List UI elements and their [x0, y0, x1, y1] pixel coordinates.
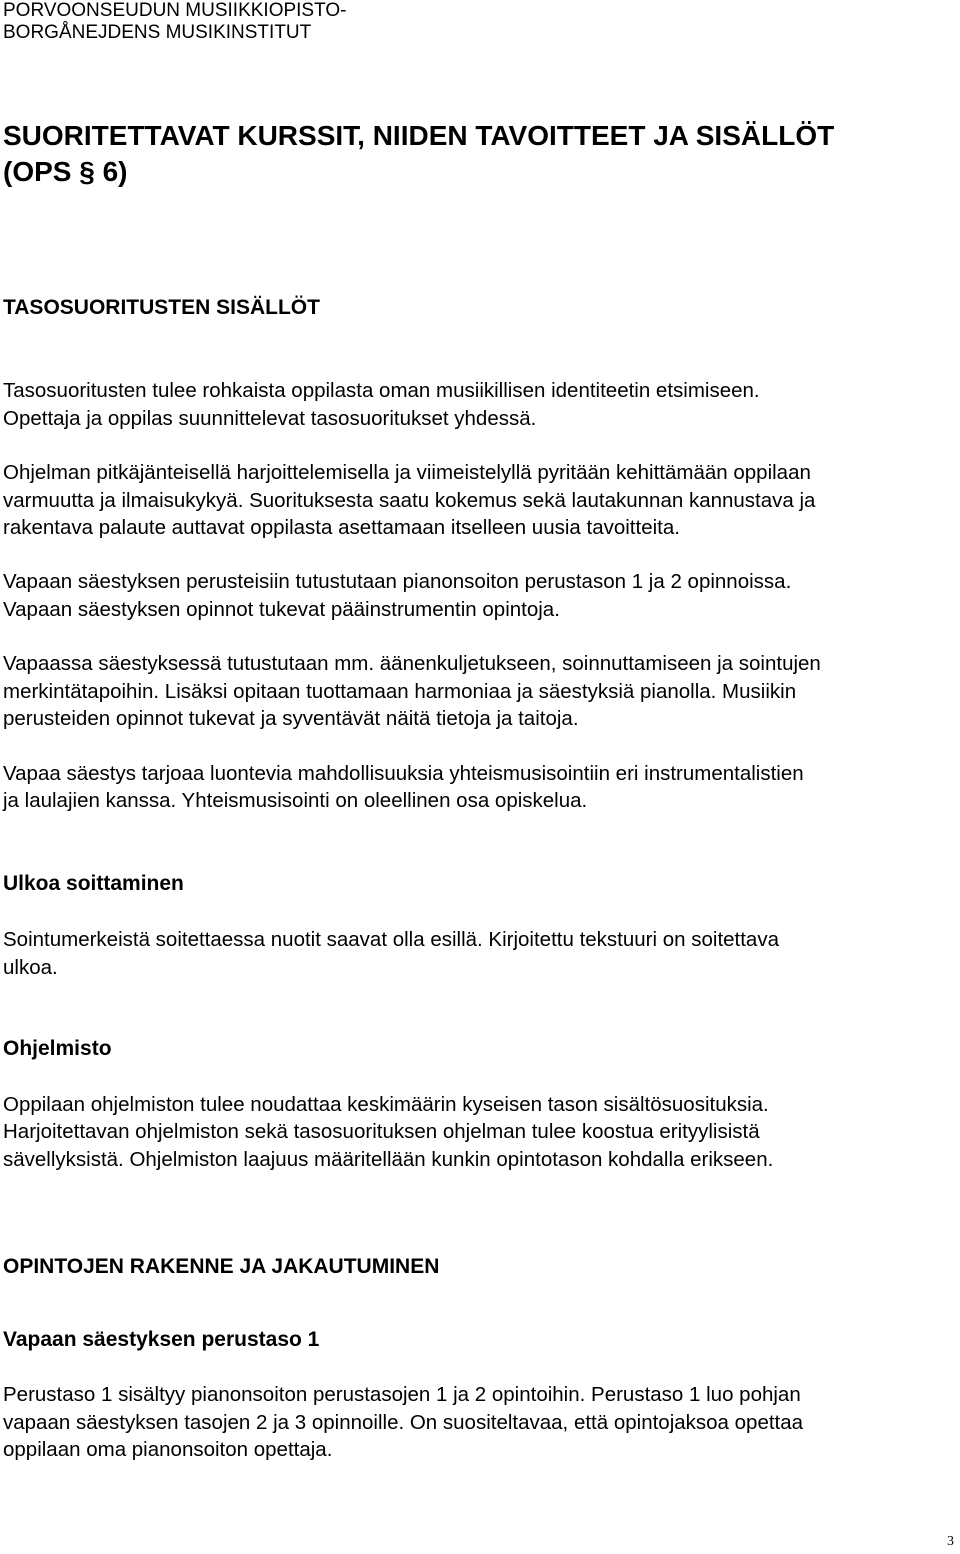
section-heading-tasosuoritusten: TASOSUORITUSTEN SISÄLLÖT [3, 296, 320, 319]
paragraph-line: vapaan säestyksen tasojen 2 ja 3 opinnoille. On suositeltavaa, että opintojaksoa opettaa [3, 1411, 804, 1434]
paragraph-line: ulkoa. [3, 956, 58, 979]
paragraph-line: merkintätapoihin. Lisäksi opitaan tuottamaan harmoniaa ja säestyksiä pianolla. Musiikin [3, 680, 797, 703]
document-title-line-1: SUORITETTAVAT KURSSIT, NIIDEN TAVOITTEET JA SISÄLLÖT [3, 120, 835, 151]
paragraph-line: Harjoitettavan ohjelmiston sekä tasosuorituksen ohjelman tulee koostua erityylisistä [3, 1120, 760, 1143]
paragraph-line: Perustaso 1 sisältyy pianonsoiton perustasojen 1 ja 2 opintoihin. Perustaso 1 luo pohjan [3, 1383, 801, 1406]
paragraph-line: Vapaan säestyksen opinnot tukevat pääinstrumentin opintoja. [3, 598, 560, 621]
section-heading-opintojen-rakenne: OPINTOJEN RAKENNE JA JAKAUTUMINEN [3, 1255, 440, 1278]
subsection-heading-perustaso-1: Vapaan säestyksen perustaso 1 [3, 1328, 320, 1351]
document-title-line-2: (OPS § 6) [3, 156, 128, 187]
paragraph-line: Ohjelman pitkäjänteisellä harjoittelemisella ja viimeistelyllä pyritään kehittämään oppilaan [3, 461, 811, 484]
institution-name-line-1: PORVOONSEUDUN MUSIIKKIOPISTO- [3, 0, 347, 21]
institution-name-line-2: BORGÅNEJDENS MUSIKINSTITUT [3, 22, 312, 43]
subsection-heading-ulkoa-soittaminen: Ulkoa soittaminen [3, 872, 184, 895]
paragraph-line: oppilaan oma pianonsoiton opettaja. [3, 1438, 333, 1461]
paragraph-line: Tasosuoritusten tulee rohkaista oppilasta oman musiikillisen identiteetin etsimiseen. [3, 379, 760, 402]
paragraph-line: Opettaja ja oppilas suunnittelevat tasosuoritukset yhdessä. [3, 407, 537, 430]
paragraph-line: Sointumerkeistä soitettaessa nuotit saavat olla esillä. Kirjoitettu tekstuuri on soitettava [3, 928, 779, 951]
paragraph-line: sävellyksistä. Ohjelmiston laajuus määritellään kunkin opintotason kohdalla erikseen. [3, 1148, 774, 1171]
paragraph-line: varmuutta ja ilmaisukykyä. Suorituksesta saatu kokemus sekä lautakunnan kannustava ja [3, 489, 816, 512]
paragraph-line: ja laulajien kanssa. Yhteismusisointi on oleellinen osa opiskelua. [3, 789, 588, 812]
paragraph-line: perusteiden opinnot tukevat ja syventävät näitä tietoja ja taitoja. [3, 707, 579, 730]
subsection-heading-ohjelmisto: Ohjelmisto [3, 1037, 112, 1060]
page-number: 3 [947, 1534, 954, 1549]
paragraph-line: Oppilaan ohjelmiston tulee noudattaa keskimäärin kyseisen tason sisältösuosituksia. [3, 1093, 769, 1116]
paragraph-line: Vapaa säestys tarjoaa luontevia mahdollisuuksia yhteismusisointiin eri instrumentalistien [3, 762, 804, 785]
paragraph-line: Vapaan säestyksen perusteisiin tutustutaan pianonsoiton perustason 1 ja 2 opinnoissa. [3, 570, 792, 593]
paragraph-line: Vapaassa säestyksessä tutustutaan mm. äänenkuljetukseen, soinnuttamiseen ja sointujen [3, 652, 821, 675]
paragraph-line: rakentava palaute auttavat oppilasta asettamaan itselleen uusia tavoitteita. [3, 516, 680, 539]
